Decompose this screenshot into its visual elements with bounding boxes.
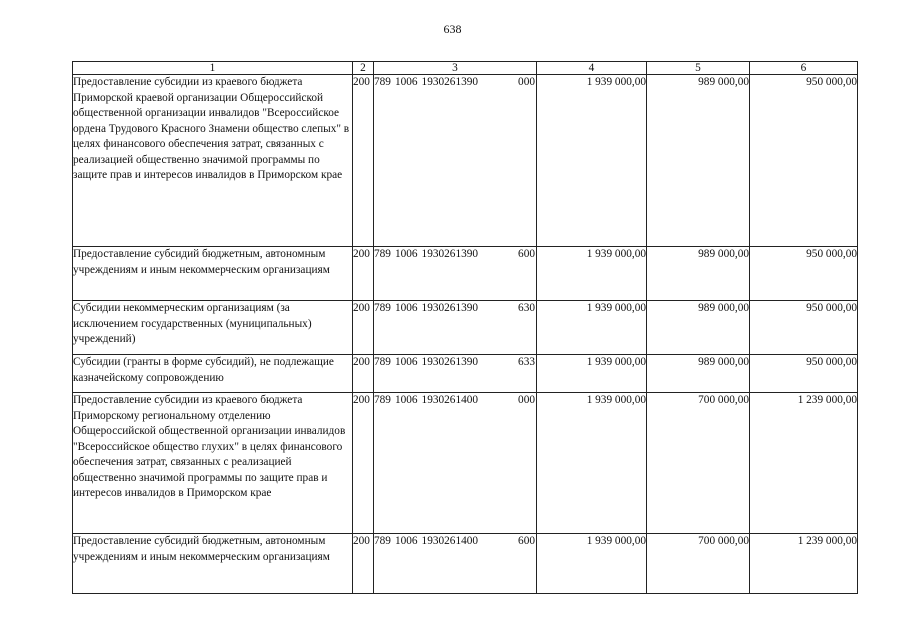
row-section: 1006 <box>394 394 418 406</box>
row-col5: 989 000,00 <box>647 355 750 393</box>
row-name: Предоставление субсидии из краевого бюджета Приморскому региональному отделению Общероссийской общественной организации инвалидов "Всероссийское общество глухих" в целях финансового обеспечения затрат, связанных с реализацией общественно значимой программы по защите прав и интересов инвалидов в Приморском крае <box>73 393 353 534</box>
row-expense-type: 000 <box>518 76 535 88</box>
row-target: 1930261390 <box>421 356 479 368</box>
row-classification <box>374 393 537 534</box>
table-row <box>73 301 858 355</box>
header-col-2: 2 <box>353 62 374 75</box>
header-col-1: 1 <box>73 62 353 75</box>
row-section: 1006 <box>394 535 418 547</box>
row-col6: 1 239 000,00 <box>750 534 858 594</box>
row-ministry: 789 <box>374 535 391 547</box>
row-classification <box>374 301 537 355</box>
table-row <box>73 534 858 594</box>
row-col6: 950 000,00 <box>750 355 858 393</box>
row-expense-type: 633 <box>518 356 535 368</box>
table-row <box>73 247 858 301</box>
row-expense-type: 000 <box>518 394 535 406</box>
row-col5: 989 000,00 <box>647 301 750 355</box>
row-ministry: 789 <box>374 302 391 314</box>
header-col-6: 6 <box>750 62 858 75</box>
row-code: 200 <box>353 355 374 393</box>
row-classification <box>374 534 537 594</box>
row-ministry: 789 <box>374 248 391 260</box>
row-col6: 950 000,00 <box>750 301 858 355</box>
table-row <box>73 75 858 247</box>
row-col4: 1 939 000,00 <box>537 393 647 534</box>
row-ministry: 789 <box>374 356 391 368</box>
row-target: 1930261400 <box>421 535 479 547</box>
row-col5: 700 000,00 <box>647 393 750 534</box>
row-name: Предоставление субсидии из краевого бюджета Приморской краевой организации Общероссийской общественной организации инвалидов "Всероссийское ордена Трудового Красного Знамени общество слепых" в целях финансового обеспечения затрат, связанных с реализацией общественно значимой программы по защите прав и интересов инвалидов в Приморском крае <box>73 75 353 247</box>
row-target: 1930261390 <box>421 76 479 88</box>
row-col6: 950 000,00 <box>750 247 858 301</box>
row-section: 1006 <box>394 302 418 314</box>
row-col6: 950 000,00 <box>750 75 858 247</box>
row-name: Предоставление субсидий бюджетным, автономным учреждениям и иным некоммерческим организациям <box>73 247 353 301</box>
row-name: Предоставление субсидий бюджетным, автономным учреждениям и иным некоммерческим организациям <box>73 534 353 594</box>
row-code: 200 <box>353 247 374 301</box>
row-ministry: 789 <box>374 394 391 406</box>
table-row <box>73 355 858 393</box>
row-section: 1006 <box>394 76 418 88</box>
row-classification <box>374 247 537 301</box>
row-code: 200 <box>353 301 374 355</box>
row-expense-type: 600 <box>518 535 535 547</box>
budget-table <box>72 61 858 594</box>
row-name: Субсидии (гранты в форме субсидий), не подлежащие казначейскому сопровождению <box>73 355 353 393</box>
row-expense-type: 630 <box>518 302 535 314</box>
row-col5: 989 000,00 <box>647 247 750 301</box>
table-header-row <box>73 62 858 75</box>
table-row <box>73 393 858 534</box>
row-col4: 1 939 000,00 <box>537 247 647 301</box>
row-section: 1006 <box>394 248 418 260</box>
row-name: Субсидии некоммерческим организациям (за исключением государственных (муниципальных) учреждений) <box>73 301 353 355</box>
row-target: 1930261400 <box>421 394 479 406</box>
row-expense-type: 600 <box>518 248 535 260</box>
row-col5: 989 000,00 <box>647 75 750 247</box>
row-col4: 1 939 000,00 <box>537 75 647 247</box>
row-ministry: 789 <box>374 76 391 88</box>
row-col4: 1 939 000,00 <box>537 301 647 355</box>
row-target: 1930261390 <box>421 248 479 260</box>
row-section: 1006 <box>394 356 418 368</box>
header-col-3: 3 <box>374 62 537 75</box>
row-col6: 1 239 000,00 <box>750 393 858 534</box>
row-col4: 1 939 000,00 <box>537 355 647 393</box>
header-col-5: 5 <box>647 62 750 75</box>
row-code: 200 <box>353 393 374 534</box>
row-code: 200 <box>353 75 374 247</box>
row-code: 200 <box>353 534 374 594</box>
row-classification <box>374 75 537 247</box>
header-col-4: 4 <box>537 62 647 75</box>
row-classification <box>374 355 537 393</box>
row-target: 1930261390 <box>421 302 479 314</box>
page-number: 638 <box>443 22 462 36</box>
row-col5: 700 000,00 <box>647 534 750 594</box>
row-col4: 1 939 000,00 <box>537 534 647 594</box>
